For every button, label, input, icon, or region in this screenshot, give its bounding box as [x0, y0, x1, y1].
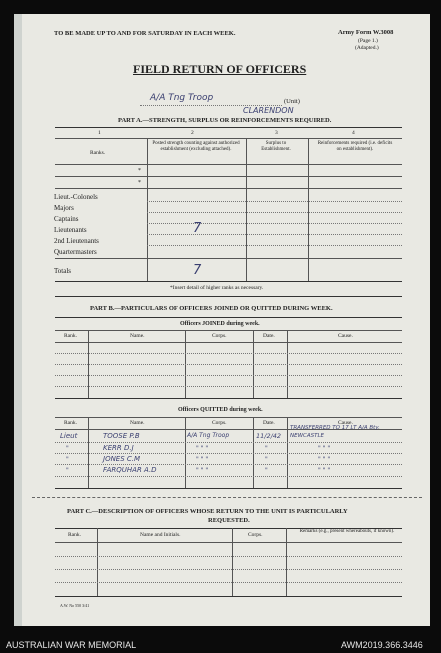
- totals-posted-value: 7: [193, 263, 202, 278]
- row-rule-3: [147, 223, 402, 224]
- joined-col-rank: Rank.: [64, 333, 77, 339]
- joined-rule-bottom: [55, 398, 402, 399]
- quitted-row-1-rank: Lieut: [60, 432, 78, 440]
- quitted-row-4-cause: " " ": [318, 467, 331, 474]
- part-a-rule-top: [55, 127, 402, 128]
- part-c-row-2: [55, 569, 402, 570]
- quitted-rule: [55, 417, 402, 418]
- quitted-row-4-rank: ": [66, 467, 69, 474]
- row-rule-5: [147, 245, 402, 246]
- form-adapted: (Adapted.): [355, 45, 379, 51]
- row-rule-4: [147, 234, 402, 235]
- page-title: FIELD RETURN OF OFFICERS: [133, 62, 307, 76]
- joined-col-name: Name.: [130, 333, 145, 339]
- joined-col-cause: Cause.: [338, 333, 353, 339]
- row-rule-1: [147, 201, 402, 202]
- joined-col-date: Date.: [263, 333, 275, 339]
- col-number-1: 1: [98, 130, 101, 136]
- quitted-row-2-corps: " " ": [196, 445, 209, 452]
- part-a-vr-3: [308, 138, 309, 282]
- quitted-row-2-cause: " " ": [318, 445, 331, 452]
- rank-quartermasters: Quartermasters: [54, 248, 97, 256]
- joined-title: Officers JOINED during week.: [180, 321, 260, 327]
- quitted-row-4-corps: " " ": [196, 467, 209, 474]
- star-marker-2: *: [138, 180, 141, 186]
- joined-col-corps: Corps.: [212, 333, 227, 339]
- quitted-row-rule-2: [55, 453, 402, 454]
- quitted-row-rule-3: [55, 464, 402, 465]
- row-rule-6: [55, 258, 402, 259]
- quitted-row-1-name: TOOSE P.B: [103, 432, 140, 440]
- joined-row-4: [55, 386, 402, 387]
- quitted-row-3-corps: " " ": [196, 456, 209, 463]
- rank-lieutenants: Lieutenants: [54, 226, 87, 234]
- quitted-row-3-name: JONES C.M: [103, 455, 141, 463]
- rank-majors: Majors: [54, 204, 74, 212]
- part-c-title-line1: PART C.—DESCRIPTION OF OFFICERS WHOSE RETURN TO THE UNIT IS PARTICULARLY: [67, 508, 348, 515]
- part-b-rule-1: [55, 317, 402, 318]
- quitted-col-rank: Rank.: [64, 420, 77, 426]
- part-c-header-rule: [55, 542, 402, 543]
- joined-row-1: [55, 353, 402, 354]
- part-a-title: PART A.—STRENGTH, SURPLUS OR REINFORCEMENTS REQUIRED.: [118, 117, 332, 124]
- quitted-col-date: Date.: [263, 420, 275, 426]
- quitted-row-4-name: FARQUHAR A.D: [103, 466, 157, 474]
- rank-lieut-colonels: Lieut.-Colonels: [54, 193, 98, 201]
- unit-value-2: CLARENDON: [243, 106, 294, 115]
- ranks-header: Ranks.: [90, 150, 106, 156]
- totals-label: Totals: [54, 267, 72, 275]
- quitted-row-2-rank: ": [66, 445, 69, 452]
- star-marker-1: *: [138, 168, 141, 174]
- form-page: (Page 1.): [358, 38, 378, 44]
- part-c-vr-3: [286, 528, 287, 596]
- part-c-row-1: [55, 556, 402, 557]
- part-c-col-corps: Corps.: [248, 532, 263, 538]
- part-c-rule-bottom: [55, 596, 402, 597]
- unit-label: (Unit): [284, 98, 300, 105]
- col-number-3: 3: [275, 130, 278, 136]
- part-a-footnote: *Insert detail of higher ranks as necessary.: [170, 285, 264, 291]
- form-number: Army Form W.3008: [338, 29, 394, 36]
- col-number-4: 4: [352, 130, 355, 136]
- part-c-col-remarks: Remarks (e.g., present whereabouts, if known).: [299, 529, 395, 534]
- row-rule-star-2: [55, 188, 402, 189]
- quitted-title: Officers QUITTED during week.: [178, 407, 263, 413]
- part-c-col-rank: Rank.: [68, 532, 81, 538]
- quitted-row-3-rank: ": [66, 456, 69, 463]
- joined-header-rule: [55, 342, 402, 343]
- print-code: A.W. No 550 3/41: [60, 603, 90, 608]
- rank-captains: Captains: [54, 215, 79, 223]
- row-rule-star-1: [55, 176, 402, 177]
- footer-institution: AUSTRALIAN WAR MEMORIAL: [6, 640, 137, 650]
- part-c-vr-2: [232, 528, 233, 596]
- quitted-row-2-name: KERR D.J: [103, 444, 134, 452]
- quitted-row-rule-1: [55, 442, 402, 443]
- part-a-vr-1: [147, 138, 148, 282]
- part-c-vr-1: [97, 528, 98, 596]
- rank-2nd-lieutenants: 2nd Lieutenants: [54, 237, 99, 245]
- surplus-header: Surplus to Establishment.: [261, 141, 291, 152]
- posted-header: Posted strength counting against authorized establishment (excluding attached).: [152, 141, 240, 152]
- part-c-col-name: Name and Initials.: [140, 532, 181, 538]
- quitted-rule-bottom: [55, 488, 402, 489]
- part-a-header-rule: [55, 164, 402, 165]
- joined-rule: [55, 330, 402, 331]
- quitted-row-2-date: ": [265, 445, 268, 452]
- reinforcements-header: Reinforcements required (i.e. deficits on establishment).: [317, 141, 393, 152]
- header-instruction: TO BE MADE UP TO AND FOR SATURDAY IN EACH WEEK.: [54, 30, 236, 37]
- quitted-col-cause: Cause.: [338, 420, 353, 426]
- joined-row-3: [55, 375, 402, 376]
- part-b-rule-top: [55, 296, 402, 297]
- part-a-vr-2: [246, 138, 247, 282]
- part-c-title-line2: REQUESTED.: [208, 517, 250, 524]
- quitted-row-3-cause: " " ": [318, 456, 331, 463]
- quitted-row-1-cause: TRANSFERRED TO 17 LT A/A Bty. NEWCASTLE: [290, 425, 380, 439]
- unit-value: A/A Tng Troop: [150, 93, 214, 103]
- part-b-title: PART B.—PARTICULARS OF OFFICERS JOINED OR QUITTED DURING WEEK.: [90, 305, 333, 312]
- part-a-rule-bottom: [55, 281, 402, 282]
- quitted-row-3-date: ": [265, 456, 268, 463]
- quitted-col-name: Name.: [130, 420, 145, 426]
- footer-accession: AWM2019.366.3446: [341, 640, 423, 650]
- quitted-row-1-corps: A/A Tng Troop: [187, 432, 230, 439]
- part-c-row-3: [55, 582, 402, 583]
- col-number-2: 2: [191, 130, 194, 136]
- part-c-separator: [32, 497, 422, 498]
- quitted-row-1-date: 11/2/42: [256, 432, 282, 440]
- lieutenants-posted-value: 7: [193, 221, 202, 236]
- joined-row-2: [55, 364, 402, 365]
- quitted-col-corps: Corps.: [212, 420, 227, 426]
- quitted-row-rule-4: [55, 476, 402, 477]
- part-a-rule-2: [55, 138, 402, 139]
- quitted-row-4-date: ": [265, 467, 268, 474]
- row-rule-2: [147, 212, 402, 213]
